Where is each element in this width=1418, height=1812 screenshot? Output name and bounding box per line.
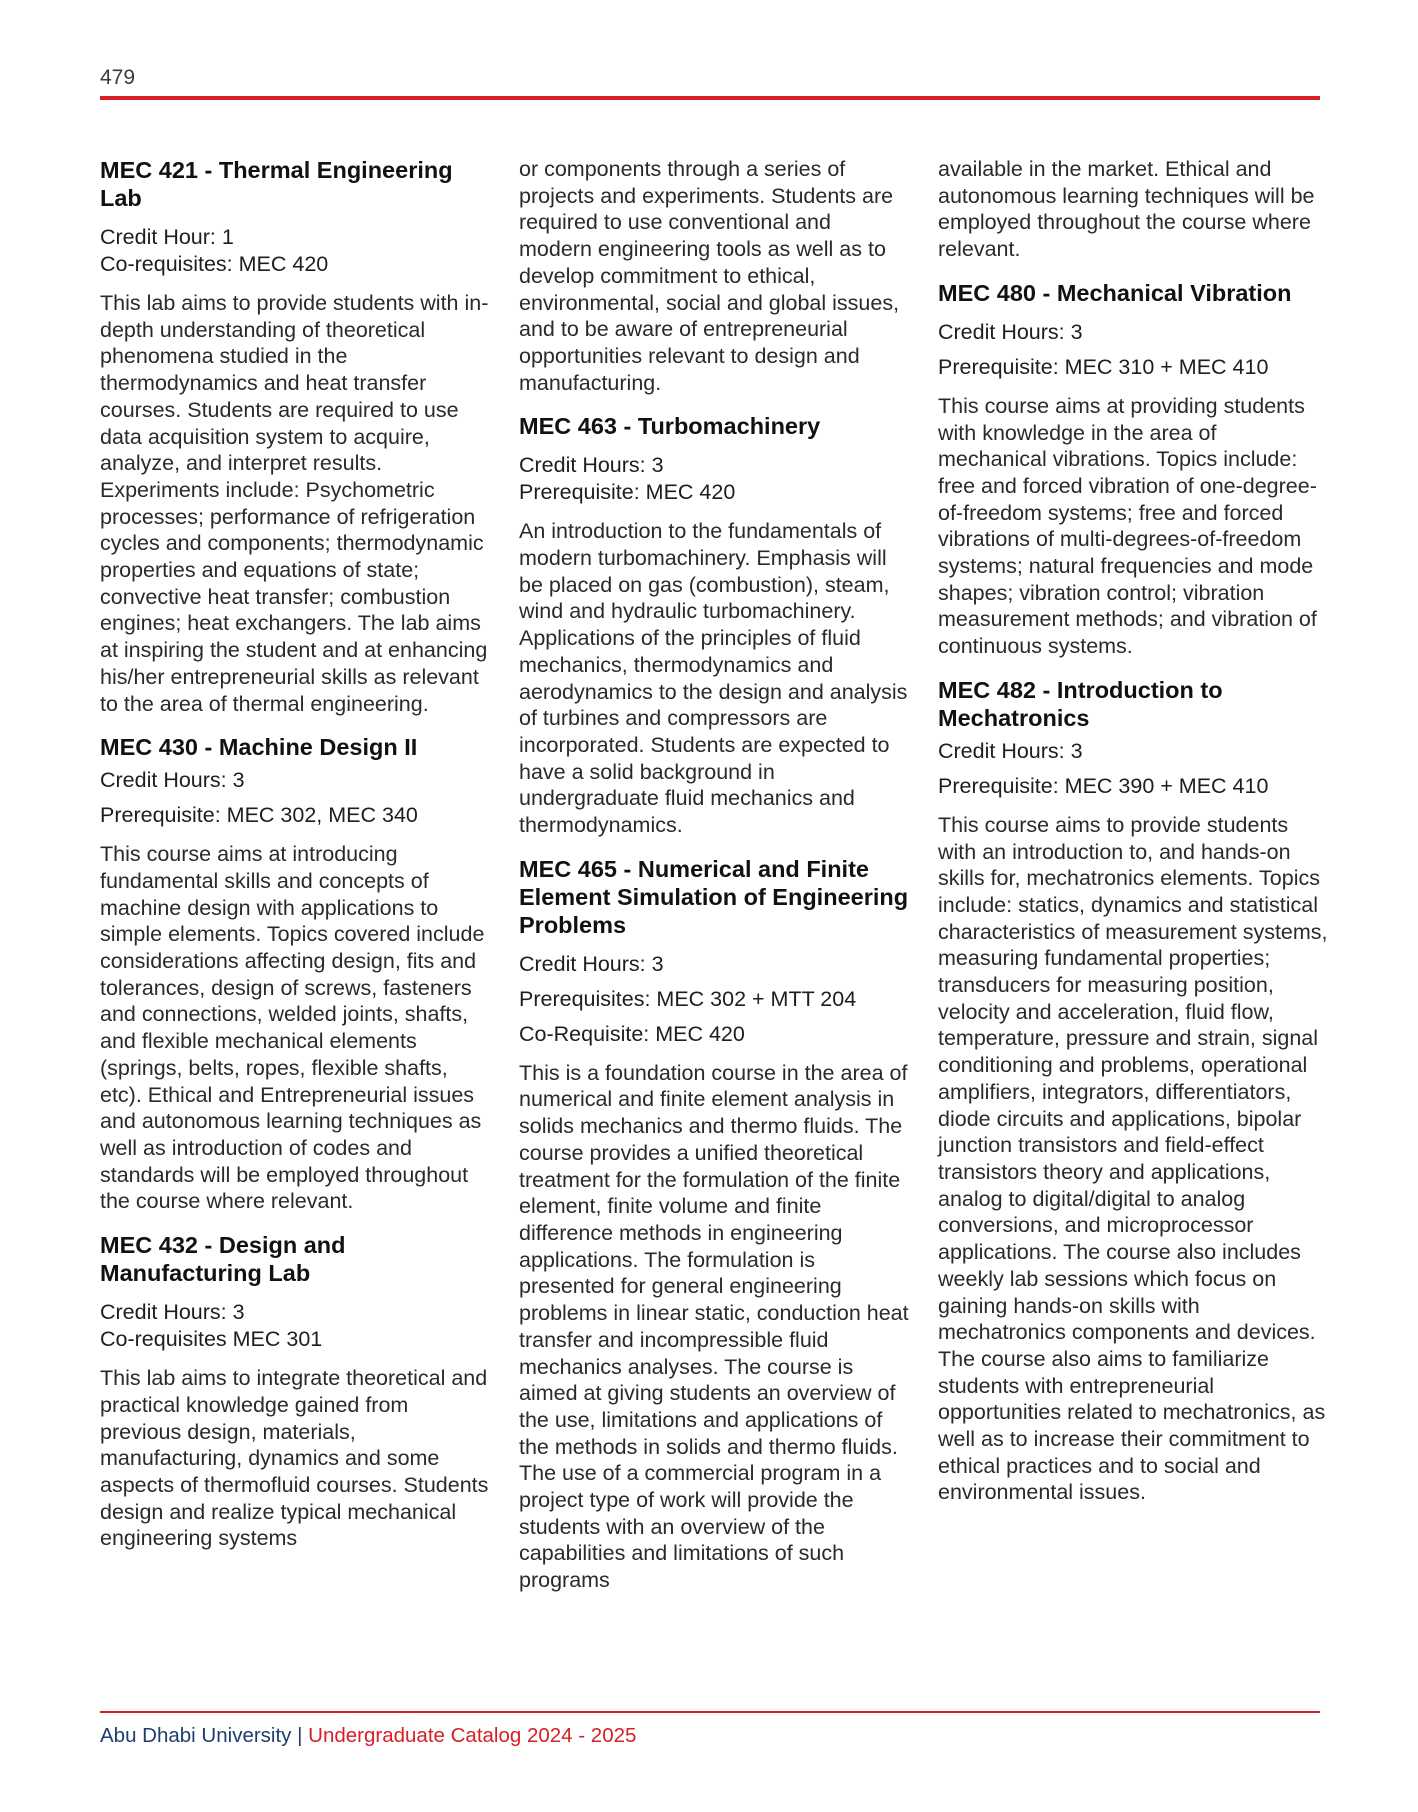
header-divider [100,96,1320,100]
course-description: This is a foundation course in the area of numerical and finite element analysis in solids mechanics and thermo fluids. The course provides a unified theoretical treatment for the formulation of the finite element, finite volume and finite difference methods in engineering applications. The formulation is presented for general engineering problems in linear static, conduction heat transfer and incompressible fluid mechanics analyses. The course is aimed at giving students an overview of the use, limitations and applications of the methods in solids and thermo fluids. The use of a commercial program in a project type of work will provide the students with an overview of the capabilities and limitations of such programs [519,1060,909,1593]
course-title: MEC 430 - Machine Design II [100,734,418,761]
requisites: Prerequisite: MEC 310 + MEC 410 [938,354,1269,379]
requisites: Prerequisite: MEC 302, MEC 340 [100,803,418,828]
credit-hours: Credit Hours: 3 [938,319,1083,344]
course-title: MEC 421 - Thermal Engineering Lab [100,157,453,211]
course-description: This lab aims to provide students with in-depth understanding of theoretical phenomena studied in the thermodynamics and heat transfer courses. Students are required to use data acquisition system to acquire, analyze, and interpret results. Experiments include: Psychometric processes; performance of refrigeration cycles and components; thermodynamic properties and equations of state; convective heat transfer; combustion engines; heat exchangers. The lab aims at inspiring the student and at enhancing his/her entrepreneurial skills as relevant to the area of thermal engineering. [100,291,489,716]
credit-hours: Credit Hours: 3 [938,738,1083,763]
credit-hours: Credit Hour: 1 [100,225,234,249]
page-number: 479 [100,66,136,89]
course-description-continued: or components through a series of projects and experiments. Students are required to use conventional and modern engineering tools as well as to develop commitment to ethical, environmental, social and global issues, and to be aware of entrepreneurial opportunities relevant to design and manufacturing. [519,157,900,395]
catalog-columns [100,156,1328,1676]
column-right [938,156,1328,1522]
footer-separator: | [297,1724,303,1747]
course-mec421 [100,156,490,717]
course-title: MEC 463 - Turbomachinery [519,413,821,440]
course-mec430 [100,733,490,1215]
credit-hours: Credit Hours: 3 [100,768,245,793]
course-description: An introduction to the fundamentals of modern turbomachinery. Emphasis will be placed on gas (combustion), steam, wind and hydraulic turbomachinery. Applications of the principles of fluid mechanics, thermodynamics and aerodynamics to the design and analysis of turbines and compressors are incorporated. Students are expected to have a solid background in undergraduate fluid mechanics and thermodynamics. [519,519,908,838]
course-mec482 [938,676,1328,1506]
requisites: Prerequisite: MEC 420 [519,480,736,505]
footer-university: Abu Dhabi University [100,1724,292,1747]
course-description: This lab aims to integrate theoretical and practical knowledge gained from previous design, materials, manufacturing, dynamics and some aspects of thermofluid courses. Students design and realize typical mechanical engineering systems [100,1366,489,1551]
requisites: Co-requisites MEC 301 [100,1327,323,1352]
course-mec463 [519,412,909,838]
credit-hours: Credit Hours: 3 [519,951,664,976]
footer-divider [100,1711,1320,1713]
credit-hours: Credit Hours: 3 [100,1300,245,1325]
course-mec432 [100,1231,490,1552]
course-description: This course aims at introducing fundamental skills and concepts of machine design with applications to simple elements. Topics covered include considerations affecting design, fits and tolerances, design of screws, fasteners and connections, welded joints, shafts, and flexible mechanical elements (springs, belts, ropes, flexible shafts, etc). Ethical and Entrepreneurial issues and autonomous learning techniques as well as introduction of codes and standards will be employed throughout the course where relevant. [100,842,485,1214]
course-title: MEC 465 - Numerical and Finite Element Simulation of Engineering Problems [519,855,909,938]
corequisites: Co-Requisite: MEC 420 [519,1021,745,1046]
course-description: This course aims to provide students with an introduction to, and hands-on skills for, mechatronics elements. Topics include: statics, dynamics and statistical characteristics of measurement systems, measuring fundamental properties; transducers for measuring position, velocity and acceleration, fluid flow, temperature, pressure and strain, signal conditioning and problems, operational amplifiers, integrators, differentiators, diode circuits and applications, bipolar junction transistors and field-effect transistors theory and applications, analog to digital/digital to analog conversions, and microprocessor applications. The course also includes weekly lab sessions which focus on gaining hands-on skills with mechatronics components and devices. The course also aims to familiarize students with entrepreneurial opportunities related to mechatronics, as well as to increase their commitment to ethical practices and to social and environmental issues. [938,812,1328,1505]
course-mec480 [938,279,1328,660]
course-mec465 [519,855,909,1594]
column-middle [519,156,909,1610]
course-title: MEC 432 - Design and Manufacturing Lab [100,1232,346,1287]
course-title: MEC 480 - Mechanical Vibration [938,279,1292,306]
course-description-continued: available in the market. Ethical and autonomous learning techniques will be employed throughout the course where relevant. [938,157,1315,262]
requisites: Co-requisites: MEC 420 [100,252,329,276]
footer-catalog-title: Undergraduate Catalog 2024 - 2025 [308,1724,637,1747]
course-title: MEC 482 - Introduction to Mechatronics [938,676,1223,731]
prerequisites: Prerequisites: MEC 302 + MTT 204 [519,986,857,1011]
credit-hours: Credit Hours: 3 [519,453,664,478]
column-left [100,156,490,1568]
requisites: Prerequisite: MEC 390 + MEC 410 [938,773,1269,798]
page-footer [100,1724,636,1748]
course-description: This course aims at providing students with knowledge in the area of mechanical vibrations. Topics include: free and forced vibration of one-degree-of-freedom systems; free and forced vibrations of multi-degrees-of-freedom systems; natural frequencies and mode shapes; vibration control; vibration measurement methods; and vibration of continuous systems. [938,393,1317,659]
